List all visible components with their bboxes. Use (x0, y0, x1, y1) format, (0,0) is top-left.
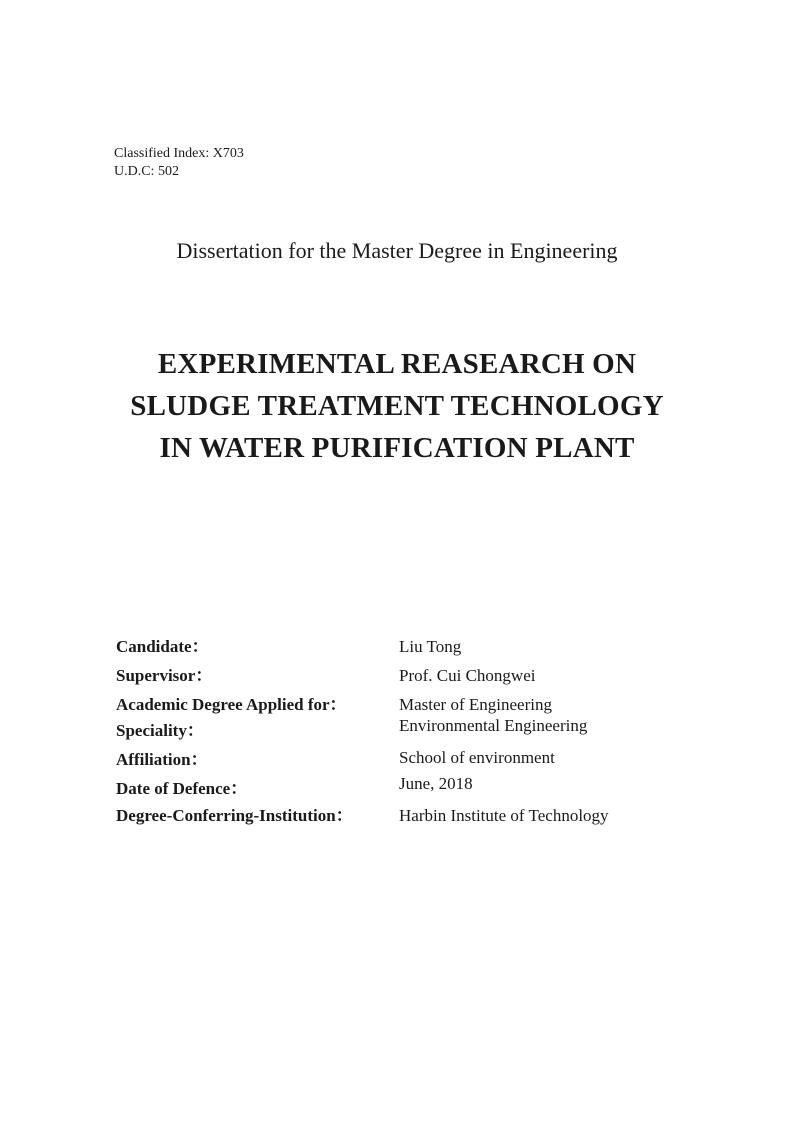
info-row-degree (116, 692, 676, 716)
supervisor-value: Prof. Cui Chongwei (399, 666, 536, 685)
speciality-label: Speciality： (116, 721, 204, 740)
institution-value: Harbin Institute of Technology (399, 806, 609, 825)
dissertation-title (0, 343, 794, 469)
info-row-affiliation (116, 745, 676, 774)
udc-code: U.D.C: 502 (114, 164, 179, 179)
speciality-value: Environmental Engineering (399, 716, 588, 735)
info-row-defence (116, 774, 676, 803)
candidate-info-table (116, 634, 676, 832)
info-row-speciality (116, 716, 676, 745)
classification-block (114, 145, 244, 181)
degree-statement: Dissertation for the Master Degree in Engineering (176, 238, 618, 263)
defence-value: June, 2018 (399, 774, 473, 793)
defence-label: Date of Defence： (116, 779, 248, 798)
info-row-institution (116, 803, 676, 832)
info-row-candidate (116, 634, 676, 663)
info-row-supervisor (116, 663, 676, 692)
supervisor-label: Supervisor： (116, 666, 213, 685)
candidate-value: Liu Tong (399, 637, 462, 656)
degree-label: Academic Degree Applied for： (116, 695, 347, 714)
affiliation-value: School of environment (399, 748, 555, 767)
title-line-1: EXPERIMENTAL REASEARCH ON (157, 348, 637, 380)
classified-index: Classified Index: X703 (114, 146, 244, 161)
title-line-2: SLUDGE TREATMENT TECHNOLOGY (130, 390, 664, 422)
affiliation-label: Affiliation： (116, 750, 208, 769)
candidate-label: Candidate： (116, 637, 209, 656)
institution-label: Degree-Conferring-Institution： (116, 806, 353, 825)
title-line-3: IN WATER PURIFICATION PLANT (159, 432, 635, 464)
degree-value: Master of Engineering (399, 695, 552, 714)
